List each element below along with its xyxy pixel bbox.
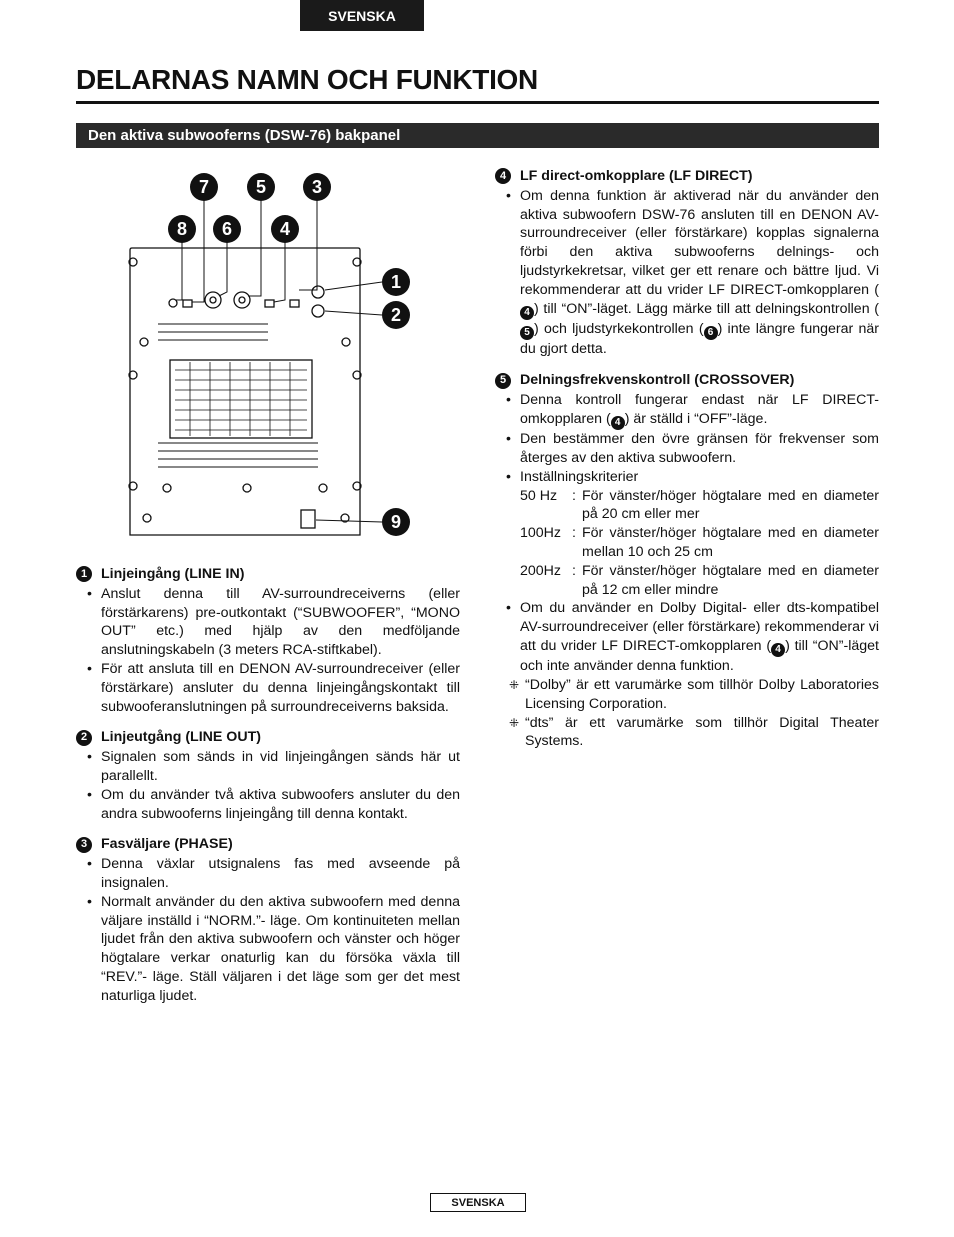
callout-4 [271, 215, 299, 243]
section-heading: Den aktiva subwooferns (DSW-76) bakpanel [76, 123, 879, 148]
page-title: DELARNAS NAMN OCH FUNKTION [76, 64, 538, 95]
note: ⁜ “dts” är ett varumärke som tillhör Digital Theater Systems. [495, 714, 879, 752]
criteria-row: 50 Hz : För vänster/höger högtalare med en diameter på 20 cm eller mer [520, 487, 879, 523]
item-number: 1 [76, 566, 92, 582]
svg-text:3: 3 [311, 177, 323, 197]
item-title: LF direct-omkopplare (LF DIRECT) [520, 168, 753, 184]
bullet: • Den bestämmer den övre gränsen för frekvenser som återges av den aktiva subwoofern. [495, 430, 879, 468]
item-line-in [76, 565, 460, 716]
ref-number: 4 [771, 643, 785, 657]
callout-7 [190, 173, 218, 201]
trademark-notes [495, 676, 879, 751]
svg-text:7: 7 [198, 177, 210, 197]
callout-5 [247, 173, 275, 201]
item-lf-direct [495, 167, 879, 359]
note: ⁜ “Dolby” är ett varumärke som tillhör Dolby Laboratories Licensing Corporation. [495, 676, 879, 714]
item-title: Delningsfrekvenskontroll (CROSSOVER) [520, 372, 795, 389]
item-number: 2 [76, 730, 92, 746]
svg-text:1: 1 [390, 272, 402, 292]
svg-text:8: 8 [176, 219, 188, 239]
criteria-list [495, 487, 879, 600]
ref-number: 4 [520, 306, 534, 320]
bullet: • Inställningskriterier [495, 468, 879, 487]
svg-text:5: 5 [255, 177, 267, 197]
bullet: • Denna växlar utsignalens fas med avseende på insignalen. [76, 855, 460, 893]
rear-panel-diagram [120, 170, 420, 545]
ref-number: 4 [611, 416, 625, 430]
bullet: • Om du använder två aktiva subwoofers ansluter du den andra subwooferns linjeingång till denna kontakt. [76, 786, 460, 824]
item-number: 3 [76, 837, 92, 853]
bullet: • Om du använder en Dolby Digital- eller dts-kompatibel AV-surroundreceiver (eller förstärkare) rekommenderar vi att du vrider LF DIRECT-omkopplaren ( 4 ) till “ON”-läget och inte använder denna funktion. [495, 599, 879, 676]
right-column [495, 167, 879, 763]
language-tab: SVENSKA [300, 0, 424, 31]
callout-6 [213, 215, 241, 243]
callout-3 [303, 173, 331, 201]
item-line-out [76, 728, 460, 823]
bullet: • Denna kontroll fungerar endast när LF DIRECT-omkopplaren ( 4 ) är ställd i “OFF”-läge. [495, 391, 879, 430]
item-title: Fasväljare (PHASE) [101, 836, 233, 853]
ref-number: 6 [704, 326, 718, 340]
bullet: • Normalt använder du den aktiva subwoofern med denna väljare inställd i “NORM.”- läge. Om kontinuiteten mellan ljudet från den aktiva subwoofern och vänster och höger högtalare verkar onaturlig kan du försöka växla till “REV.”- läge. Ställ väljaren i det läge som ger det mest naturliga ljudet. [76, 893, 460, 1006]
item-number: 5 [495, 373, 511, 389]
svg-text:9: 9 [390, 512, 402, 532]
left-column [76, 565, 460, 1018]
callout-1 [382, 268, 410, 296]
item-title: Linjeingång (LINE IN) [101, 566, 245, 582]
bullet: • Anslut denna till AV-surroundreceiverns (eller förstärkarens) pre-outkontakt (“SUBWOOFER”, “MONO OUT” etc.) med hjälp av den medföljande anslutningskabeln (3 meters RCA-stiftkabel). [76, 585, 460, 660]
bullet: • Signalen som sänds in vid linjeingången sänds här ut parallellt. [76, 748, 460, 786]
item-number: 4 [495, 168, 511, 184]
svg-text:6: 6 [221, 219, 233, 239]
callout-2 [382, 301, 410, 329]
footer-language-box: SVENSKA [430, 1193, 526, 1212]
callout-9 [382, 508, 410, 536]
criteria-row: 100Hz : För vänster/höger högtalare med en diameter mellan 10 och 25 cm [520, 525, 879, 560]
bullet: • Om denna funktion är aktiverad när du använder den aktiva subwoofern DSW-76 ansluten till en DENON AV-surroundreceiver (eller förstärkare) kopplas signalerna förbi den aktiva subwooferns delnings- och ljudstyrkekretsar, vilket ger ett renare och bättre ljud. Vi rekommenderar att du vrider LF DIRECT-omkopplaren (4 ) till “ON”-läget. Lägg märke till att delningskontrollen (5 ) och ljudstyrkekontrollen ( 6 ) inte längre fungerar när du gjort detta. [495, 187, 879, 359]
callout-8 [168, 215, 196, 243]
title-rule [76, 101, 879, 104]
item-title: Linjeutgång (LINE OUT) [101, 729, 261, 746]
criteria-row: 200Hz : För vänster/höger högtalare med en diameter på 12 cm eller mindre [520, 562, 879, 598]
ref-number: 5 [520, 326, 534, 340]
svg-text:2: 2 [390, 305, 402, 325]
bullet: • För att ansluta till en DENON AV-surroundreceiver (eller förstärkare) ansluter du denna linjeingångskontakt till subwooferanslutningen på surroundreceiverns baksida. [76, 660, 460, 716]
item-crossover [495, 371, 879, 751]
item-phase [76, 835, 460, 1005]
svg-text:4: 4 [279, 219, 291, 239]
